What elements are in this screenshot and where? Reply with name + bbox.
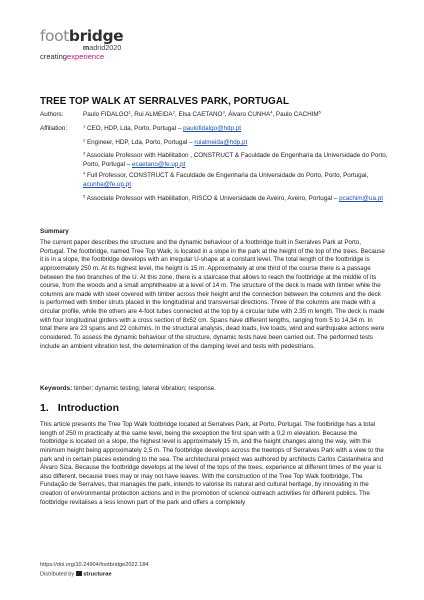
affiliation-item: $^3$ Associate Professor with Habilitation , CONSTRUCT & Faculdade de Engenharia da Universidade do Porto, Porto, Portugal – ecaetano@fe.up.pt [83,150,388,168]
keywords-list: timber; dynamic testing; lateral vibration; response. [72,385,217,392]
structurae-logo-icon [76,571,82,576]
logo-madrid: madrid2020 [82,43,122,52]
keywords-line [40,385,216,392]
email-link[interactable]: paulofidalgo@hdp.pt [183,125,241,132]
affiliation-item: $^2$ Engineer, HDP, Lda, Porto, Portugal – ruialmeida@hdp.pt [83,137,248,146]
summary-heading: Summary [40,228,69,235]
section-title: Introduction [57,402,120,414]
affiliation-item: $^4$ Full Professor, CONSTRUCT & Faculdade de Engenharia da Universidade do Porto, Porto, Portugal, acunha@fe.up.pt [83,170,369,188]
author: Álvaro CUNHA$^4$, [228,109,276,118]
author: Elsa CAETANO$^3$, [178,109,229,118]
affiliation-item: $^5$ Associate Professor with Habilitation, RISCO & Universidade de Aveiro, Aveiro, Portugal – pcachim@ua.pt [83,193,383,202]
email-link[interactable]: acunha@fe.up.pt [83,180,132,188]
author-list [83,111,321,118]
affiliation-label: Affiliation: [40,125,68,132]
doi-link[interactable]: https://doi.org/10.24904/footbridge2022.184 [40,562,149,568]
email-link[interactable]: ecaetano@fe.up.pt [132,160,186,168]
section-heading [40,402,119,414]
section-number: 1. [40,402,49,414]
email-link[interactable]: ruialmeida@hdp.pt [194,139,248,146]
paper-title: TREE TOP WALK AT SERRALVES PARK, PORTUGAL [40,96,289,107]
authors-label: Authors: [40,111,64,118]
email-link[interactable]: pcachim@ua.pt [339,195,383,202]
author: Paulo CACHIM$^5$ [275,109,321,118]
footbridge-logo [40,29,123,61]
affiliation-item: $^1$ CEO, HDP, Lda, Porto, Portugal – paulofidalgo@hdp.pt [83,123,241,132]
introduction-text: This article presents the Tree Top Walk footbridge located at Serralves Park, at Porto, Portugal. The footbridge has a total length of 250 m practically at the same level, being the exception the first span with a 0,2 m elevation. Because the footbridge is located on a slope, the highest level is approximately 15 m, and the height changes along the way, with the minimum height being approximately 2,5 m. The footbridge develops across the treetops of Serralves Park with a view to the park and in certain places extending to the sea. The architectural project was authored by architects Carlos Castanheira and Álvaro Siza. Because the footbridge develops at the level of the tops of the trees, experience at different times of the year is also different, because trees may or may not have leaves. With the construction of the Tree Top Walk footbridge, The Fundação de Serralves, that manages the park, intends to valorise its natural and cultural heritage, by innovating in the creation of environmental protection actions and in the promotion of science outreach activities for different publics. The footbridge revitalises a less known part of the park and offers a completely [40,421,384,506]
keywords-label: Keywords: [40,385,73,392]
logo-wordmark: footbridge [40,27,124,45]
author: Paulo FIDALGO$^1$, [83,109,135,118]
summary-text: The current paper describes the structure and the dynamic behaviour of a footbridge built in Serralves Park at Porto, Portugal. The footbridge, named Tree Top Walk, is located in a slope in the park at the height of the top of the trees. Because it is in a slope, the footbridge develops with an irregular U-shape at a constant level. The total length of the footbridge is approximately 250 m. At its highest level, the height is 15 m. Approximately at one third of the course there is a passage between the two branches of the U. At this zone, there is a staircase that allows to reach the footbridge at the middle of its course, from the woods and a small amphitheatre at a level of 14 m. The structure of the deck is made with timber while the columns are made with steel covered with timber across their height and the connection between the columns and the deck is performed with timber struts placed in the longitudinal and transversal directions. Three of the columns are made with a circular profile, while the others are 4-foot tubes connected at the top by a circular tube with 2.35 m length. The deck is made with four longitudinal girders with a cross section of 8x52 cm. Spans have different lengths, ranging from 5 to 14,34 m. In total there are 23 spans and 22 columns. In the structural analysis, dead loads, live loads, wind and earthquake actions were considered. To assess the dynamic behaviour of the structure, dynamic tests have been carried out. The performed tests include an ambient vibration test, the determination of the damping level and tests with pedestrians. [40,239,385,350]
author: Rui ALMEIDA$^2$, [134,109,179,118]
distributed-by: Distributed by structurae [40,571,112,578]
structurae-brand: structurae [83,571,112,578]
logo-tagline: creatingexperience [40,52,105,61]
